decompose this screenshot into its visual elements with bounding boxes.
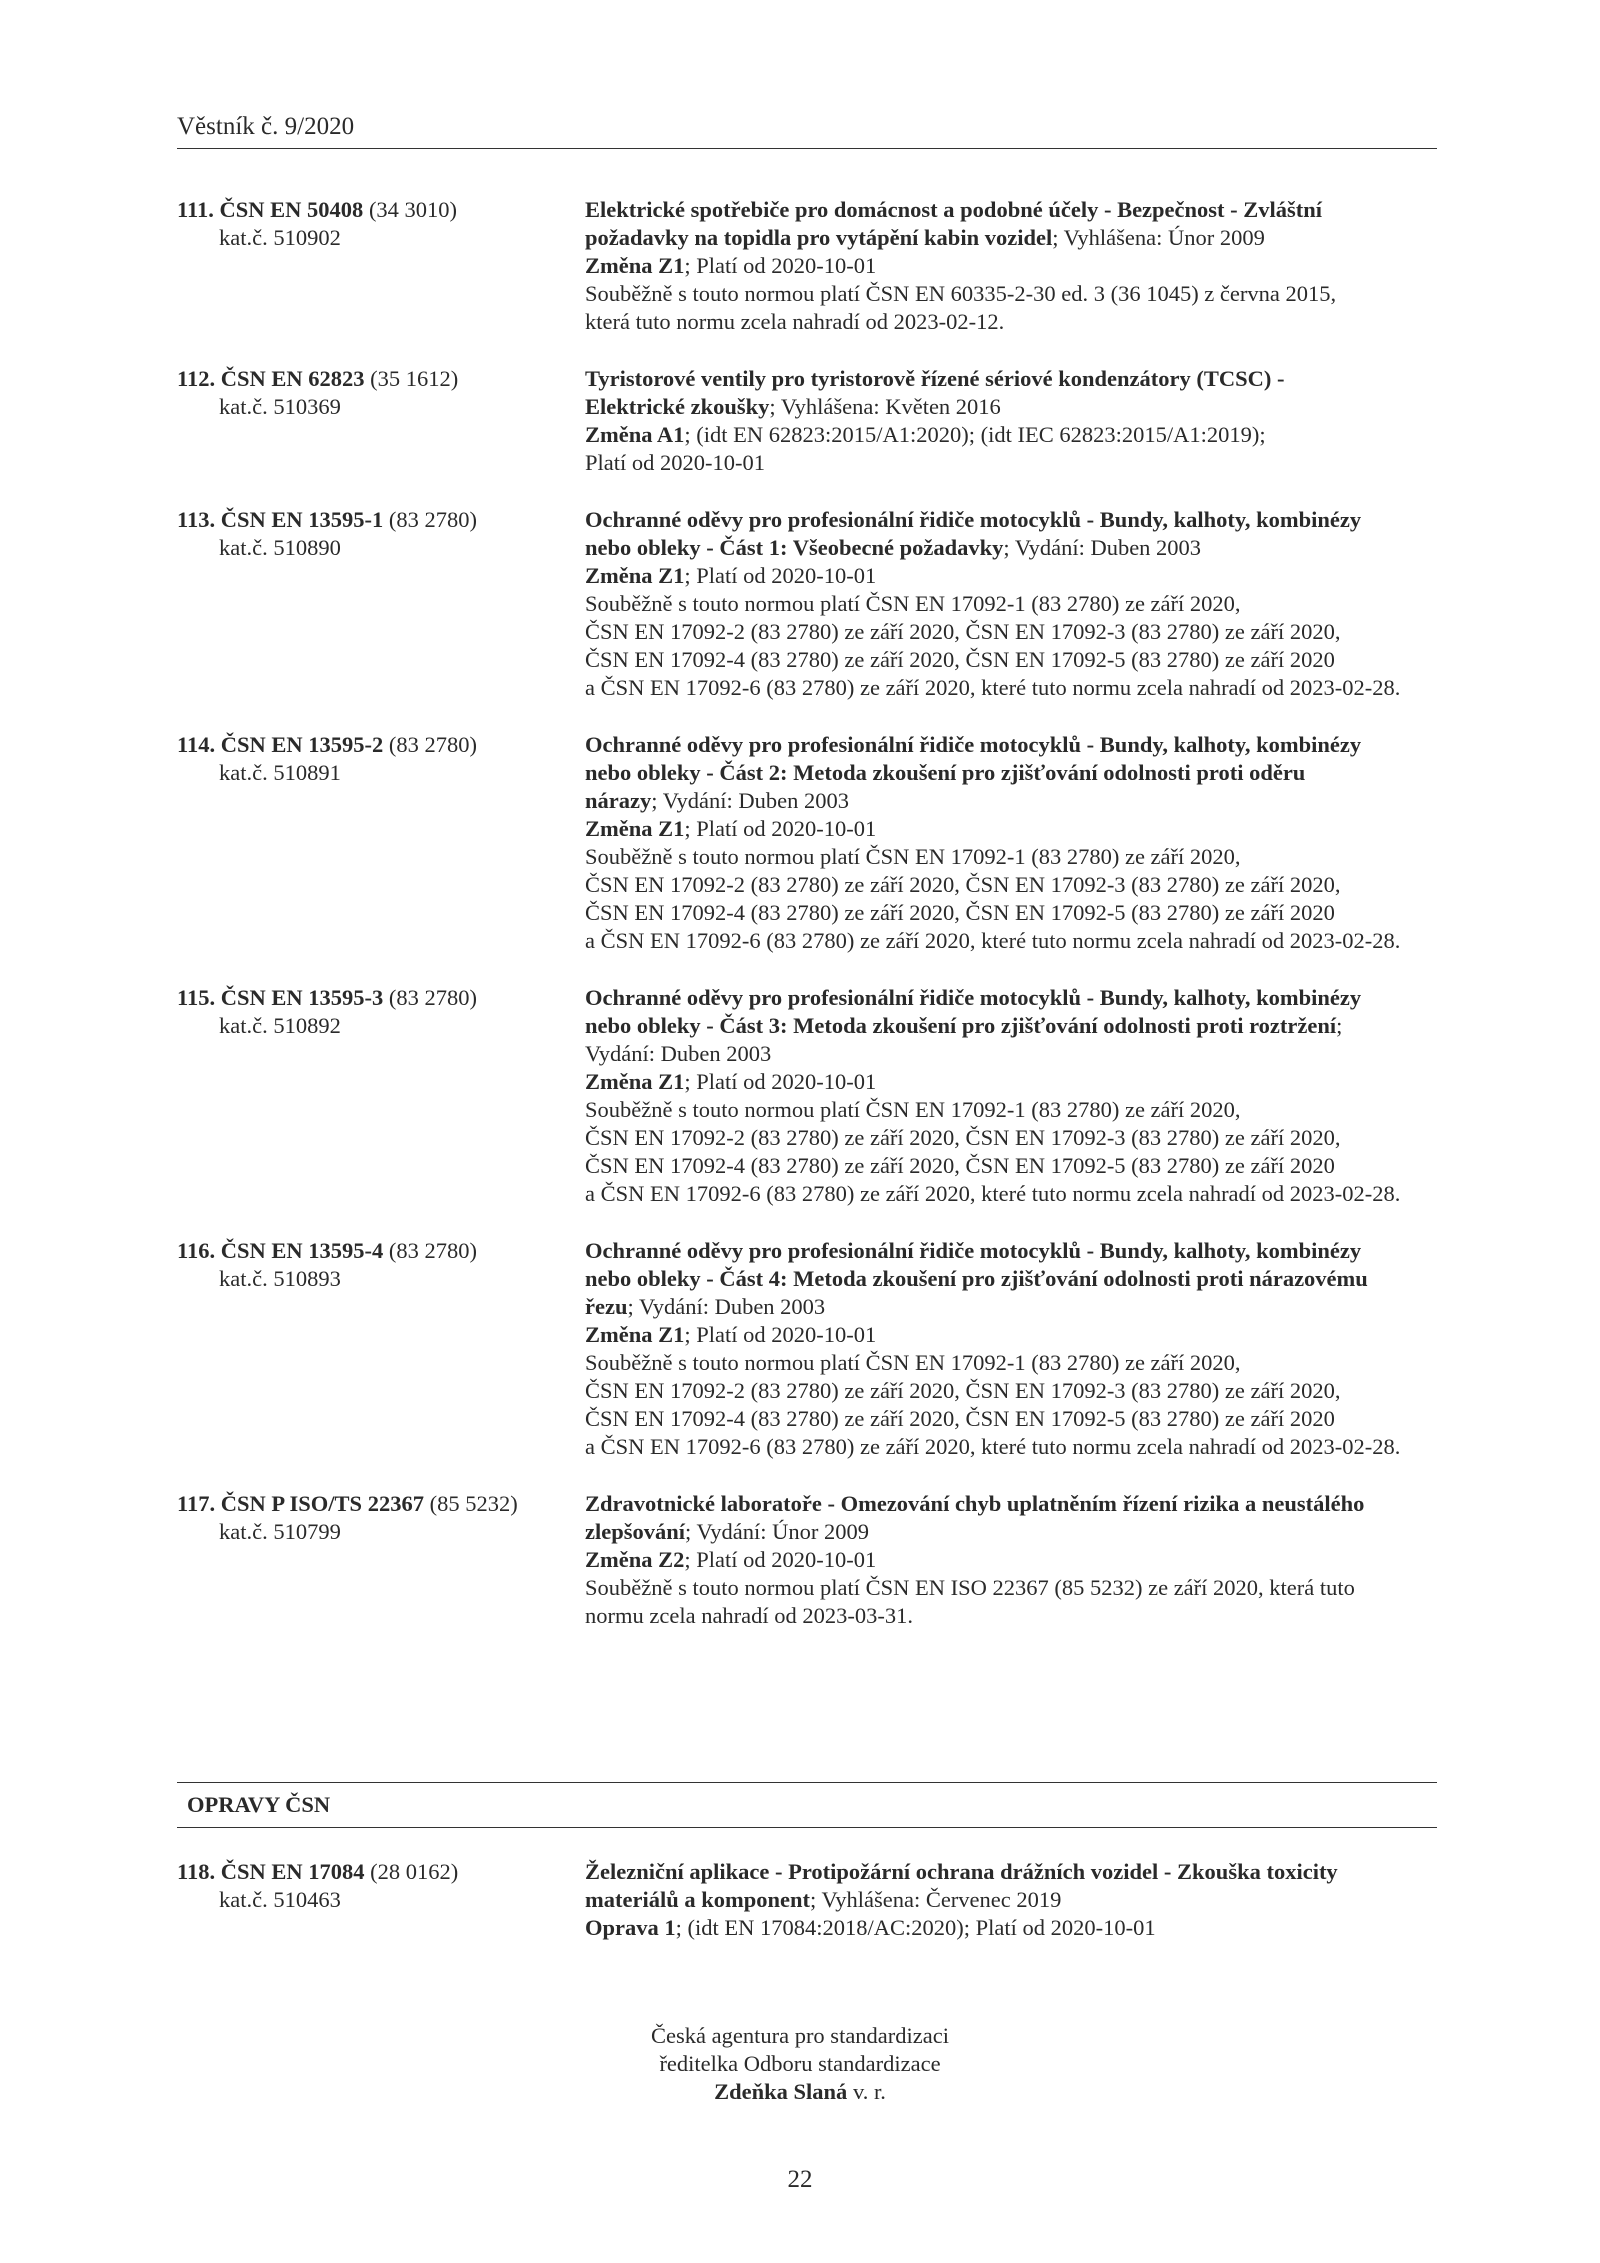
description-line: [585, 787, 1437, 815]
standard-code: ČSN EN 13595-4: [220, 1238, 384, 1263]
plain-text: ; Vydání: Únor 2009: [685, 1519, 869, 1544]
plain-text: a ČSN EN 17092-6 (83 2780) ze září 2020, které tuto normu zcela nahradí od 2023-02-28.: [585, 1181, 1401, 1206]
class-number: (83 2780): [388, 507, 478, 532]
description-line: [585, 280, 1437, 308]
plain-text: ; Platí od 2020-10-01: [684, 1547, 877, 1572]
standard-id-line: [177, 731, 585, 759]
standard-id-line: [177, 1858, 585, 1886]
description-line: [585, 1602, 1437, 1630]
bold-text: Oprava 1: [585, 1915, 676, 1940]
plain-text: ; Platí od 2020-10-01: [684, 253, 877, 278]
description-line: [585, 252, 1437, 280]
bold-text: Zdravotnické laboratoře - Omezování chyb uplatněním řízení rizika a neustálého: [585, 1491, 1365, 1516]
bold-text: nárazy: [585, 788, 652, 813]
standard-code: ČSN EN 13595-1: [220, 507, 384, 532]
standard-code: ČSN EN 13595-3: [220, 985, 384, 1010]
bold-text: zlepšování: [585, 1519, 686, 1544]
bold-text: Elektrické zkoušky: [585, 394, 770, 419]
standard-code: ČSN EN 17084: [220, 1859, 365, 1884]
standards-list: [177, 196, 1437, 1659]
standard-entry: [177, 365, 1437, 477]
description-line: [585, 1886, 1437, 1914]
catalog-number: kat.č. 510799: [219, 1519, 341, 1544]
standard-entry: [177, 731, 1437, 955]
description-line: [585, 646, 1437, 674]
plain-text: ; Vyhlášena: Červenec 2019: [810, 1887, 1062, 1912]
bulletin-title: Věstník č. 9/2020: [177, 113, 355, 140]
description-line: [585, 449, 1437, 477]
standard-description: [585, 1858, 1437, 1942]
plain-text: normu zcela nahradí od 2023-03-31.: [585, 1603, 914, 1628]
standard-identifier: [177, 506, 585, 702]
signature-suffix: v. r.: [847, 2079, 886, 2104]
signature-role: ředitelka Odboru standardizace: [659, 2051, 941, 2076]
bold-text: Změna Z1: [585, 1322, 685, 1347]
signature-person: [500, 2078, 1100, 2106]
description-line: [585, 1237, 1437, 1265]
bold-text: Ochranné oděvy pro profesionální řidiče motocyklů - Bundy, kalhoty, kombinézy: [585, 985, 1362, 1010]
standard-identifier: [177, 731, 585, 955]
description-line: [585, 1068, 1437, 1096]
standard-entry: [177, 506, 1437, 702]
standard-identifier: [177, 1858, 585, 1942]
description-line: [585, 421, 1437, 449]
bold-text: řezu: [585, 1294, 628, 1319]
description-line: [585, 365, 1437, 393]
page-number: 22: [787, 2166, 813, 2193]
description-line: [585, 1012, 1437, 1040]
bold-text: Změna A1: [585, 422, 685, 447]
plain-text: ČSN EN 17092-2 (83 2780) ze září 2020, ČSN EN 17092-3 (83 2780) ze září 2020,: [585, 619, 1341, 644]
standard-entry: [177, 196, 1437, 336]
bold-text: Změna Z1: [585, 1069, 685, 1094]
description-line: [585, 1124, 1437, 1152]
description-line: [585, 506, 1437, 534]
plain-text: Souběžně s touto normou platí ČSN EN 17092-1 (83 2780) ze září 2020,: [585, 1350, 1241, 1375]
bold-text: Změna Z2: [585, 1547, 685, 1572]
bold-text: požadavky na topidla pro vytápění kabin vozidel: [585, 225, 1053, 250]
standard-id-line: [177, 1237, 585, 1265]
description-line: [585, 393, 1437, 421]
plain-text: ČSN EN 17092-4 (83 2780) ze září 2020, ČSN EN 17092-5 (83 2780) ze září 2020: [585, 647, 1335, 672]
catalog-number: kat.č. 510902: [219, 225, 341, 250]
entry-number: 115.: [177, 985, 216, 1010]
description-line: [585, 1096, 1437, 1124]
description-line: [585, 618, 1437, 646]
plain-text: Platí od 2020-10-01: [585, 450, 765, 475]
description-line: [585, 1546, 1437, 1574]
bold-text: Tyristorové ventily pro tyristorově řízené sériové kondenzátory (TCSC) -: [585, 366, 1285, 391]
class-number: (35 1612): [370, 366, 459, 391]
description-line: [585, 1574, 1437, 1602]
description-line: [585, 843, 1437, 871]
standard-entry: [177, 1858, 1437, 1942]
standard-code: ČSN EN 13595-2: [220, 732, 384, 757]
description-line: [585, 731, 1437, 759]
description-line: [585, 927, 1437, 955]
standard-identifier: [177, 365, 585, 477]
description-line: [585, 1518, 1437, 1546]
standard-identifier: [177, 984, 585, 1208]
standard-id-line: [177, 506, 585, 534]
page-header: [177, 110, 1437, 149]
description-line: [585, 308, 1437, 336]
class-number: (83 2780): [388, 732, 478, 757]
plain-text: Vydání: Duben 2003: [585, 1041, 772, 1066]
bold-text: nebo obleky - Část 3: Metoda zkoušení pro zjišťování odolnosti proti roztržení: [585, 1013, 1337, 1038]
description-line: [585, 1858, 1437, 1886]
corrections-list: [177, 1858, 1437, 1971]
description-line: [585, 1040, 1437, 1068]
standard-identifier: [177, 1490, 585, 1630]
bold-text: nebo obleky - Část 2: Metoda zkoušení pro zjišťování odolnosti proti oděru: [585, 760, 1306, 785]
plain-text: ; Platí od 2020-10-01: [684, 563, 877, 588]
description-line: [585, 1433, 1437, 1461]
standard-entry: [177, 1490, 1437, 1630]
catalog-number: kat.č. 510463: [219, 1887, 341, 1912]
description-line: [585, 1377, 1437, 1405]
signature-block: [500, 2022, 1100, 2106]
bold-text: nebo obleky - Část 1: Všeobecné požadavky: [585, 535, 1004, 560]
plain-text: ; Vydání: Duben 2003: [651, 788, 849, 813]
description-line: [585, 674, 1437, 702]
standard-identifier: [177, 196, 585, 336]
standard-description: [585, 984, 1437, 1208]
plain-text: a ČSN EN 17092-6 (83 2780) ze září 2020, které tuto normu zcela nahradí od 2023-02-28.: [585, 928, 1401, 953]
standard-id-line: [177, 984, 585, 1012]
class-number: (28 0162): [370, 1859, 459, 1884]
description-line: [585, 815, 1437, 843]
plain-text: Souběžně s touto normou platí ČSN EN 17092-1 (83 2780) ze září 2020,: [585, 591, 1241, 616]
section-heading: [177, 1782, 1437, 1828]
signature-name: Zdeňka Slaná: [714, 2079, 848, 2104]
bold-text: nebo obleky - Část 4: Metoda zkoušení pro zjišťování odolnosti proti nárazovému: [585, 1266, 1368, 1291]
description-line: [585, 1349, 1437, 1377]
entry-number: 113.: [177, 507, 216, 532]
plain-text: Souběžně s touto normou platí ČSN EN 60335-2-30 ed. 3 (36 1045) z června 2015,: [585, 281, 1337, 306]
standard-description: [585, 1490, 1437, 1630]
plain-text: ; Vyhlášena: Květen 2016: [769, 394, 1001, 419]
description-line: [585, 590, 1437, 618]
entry-number: 114.: [177, 732, 216, 757]
standard-id-line: [177, 365, 585, 393]
description-line: [585, 759, 1437, 787]
plain-text: ; Platí od 2020-10-01: [684, 1322, 877, 1347]
standard-identifier: [177, 1237, 585, 1461]
signature-org: Česká agentura pro standardizaci: [651, 2023, 949, 2048]
description-line: [585, 562, 1437, 590]
standard-description: [585, 365, 1437, 477]
plain-text: ČSN EN 17092-4 (83 2780) ze září 2020, ČSN EN 17092-5 (83 2780) ze září 2020: [585, 1153, 1335, 1178]
entry-number: 111.: [177, 197, 214, 222]
plain-text: Souběžně s touto normou platí ČSN EN 17092-1 (83 2780) ze září 2020,: [585, 844, 1241, 869]
section-title: OPRAVY ČSN: [187, 1792, 331, 1817]
bold-text: Změna Z1: [585, 253, 685, 278]
plain-text: ČSN EN 17092-4 (83 2780) ze září 2020, ČSN EN 17092-5 (83 2780) ze září 2020: [585, 1406, 1335, 1431]
bold-text: Změna Z1: [585, 816, 685, 841]
description-line: [585, 871, 1437, 899]
entry-number: 112.: [177, 366, 216, 391]
plain-text: ; Platí od 2020-10-01: [684, 1069, 877, 1094]
plain-text: ; (idt EN 17084:2018/AC:2020); Platí od 2020-10-01: [675, 1915, 1156, 1940]
description-line: [585, 1180, 1437, 1208]
bold-text: Elektrické spotřebiče pro domácnost a podobné účely - Bezpečnost - Zvláštní: [585, 197, 1323, 222]
description-line: [585, 224, 1437, 252]
plain-text: ČSN EN 17092-2 (83 2780) ze září 2020, ČSN EN 17092-3 (83 2780) ze září 2020,: [585, 1378, 1341, 1403]
plain-text: ČSN EN 17092-2 (83 2780) ze září 2020, ČSN EN 17092-3 (83 2780) ze září 2020,: [585, 1125, 1341, 1150]
entry-number: 117.: [177, 1491, 216, 1516]
plain-text: a ČSN EN 17092-6 (83 2780) ze září 2020, které tuto normu zcela nahradí od 2023-02-28.: [585, 1434, 1401, 1459]
standard-entry: [177, 984, 1437, 1208]
description-line: [585, 1914, 1437, 1942]
plain-text: Souběžně s touto normou platí ČSN EN 17092-1 (83 2780) ze září 2020,: [585, 1097, 1241, 1122]
bold-text: materiálů a komponent: [585, 1887, 810, 1912]
standard-id-line: [177, 1490, 585, 1518]
class-number: (83 2780): [388, 1238, 478, 1263]
plain-text: Souběžně s touto normou platí ČSN EN ISO 22367 (85 5232) ze září 2020, která tuto: [585, 1575, 1355, 1600]
class-number: (85 5232): [429, 1491, 518, 1516]
standard-id-line: [177, 196, 585, 224]
description-line: [585, 196, 1437, 224]
standard-description: [585, 1237, 1437, 1461]
plain-text: ; Platí od 2020-10-01: [684, 816, 877, 841]
catalog-number: kat.č. 510890: [219, 535, 341, 560]
plain-text: ; (idt EN 62823:2015/A1:2020); (idt IEC 62823:2015/A1:2019);: [684, 422, 1266, 447]
plain-text: ČSN EN 17092-2 (83 2780) ze září 2020, ČSN EN 17092-3 (83 2780) ze září 2020,: [585, 872, 1341, 897]
catalog-number: kat.č. 510892: [219, 1013, 341, 1038]
description-line: [585, 1490, 1437, 1518]
class-number: (34 3010): [368, 197, 458, 222]
bold-text: Ochranné oděvy pro profesionální řidiče motocyklů - Bundy, kalhoty, kombinézy: [585, 1238, 1362, 1263]
plain-text: ; Vydání: Duben 2003: [1003, 535, 1202, 560]
description-line: [585, 1152, 1437, 1180]
description-line: [585, 1293, 1437, 1321]
standard-description: [585, 196, 1437, 336]
bold-text: Železniční aplikace - Protipožární ochrana drážních vozidel - Zkouška toxicity: [585, 1859, 1338, 1884]
plain-text: ; Vyhlášena: Únor 2009: [1052, 225, 1265, 250]
plain-text: a ČSN EN 17092-6 (83 2780) ze září 2020, které tuto normu zcela nahradí od 2023-02-28.: [585, 675, 1401, 700]
entry-number: 118.: [177, 1859, 216, 1884]
plain-text: která tuto normu zcela nahradí od 2023-02-12.: [585, 309, 1005, 334]
standard-code: ČSN EN 62823: [220, 366, 365, 391]
description-line: [585, 899, 1437, 927]
entry-number: 116.: [177, 1238, 216, 1263]
catalog-number: kat.č. 510893: [219, 1266, 341, 1291]
catalog-number: kat.č. 510891: [219, 760, 341, 785]
bold-text: Ochranné oděvy pro profesionální řidiče motocyklů - Bundy, kalhoty, kombinézy: [585, 732, 1362, 757]
standard-description: [585, 506, 1437, 702]
standard-code: ČSN EN 50408: [219, 197, 364, 222]
standard-code: ČSN P ISO/TS 22367: [220, 1491, 424, 1516]
description-line: [585, 534, 1437, 562]
description-line: [585, 1405, 1437, 1433]
bold-text: Ochranné oděvy pro profesionální řidiče motocyklů - Bundy, kalhoty, kombinézy: [585, 507, 1362, 532]
description-line: [585, 1321, 1437, 1349]
plain-text: ;: [1336, 1013, 1343, 1038]
standard-description: [585, 731, 1437, 955]
plain-text: ; Vydání: Duben 2003: [627, 1294, 826, 1319]
bold-text: Změna Z1: [585, 563, 685, 588]
standard-entry: [177, 1237, 1437, 1461]
description-line: [585, 1265, 1437, 1293]
class-number: (83 2780): [388, 985, 478, 1010]
plain-text: ČSN EN 17092-4 (83 2780) ze září 2020, ČSN EN 17092-5 (83 2780) ze září 2020: [585, 900, 1335, 925]
description-line: [585, 984, 1437, 1012]
catalog-number: kat.č. 510369: [219, 394, 341, 419]
